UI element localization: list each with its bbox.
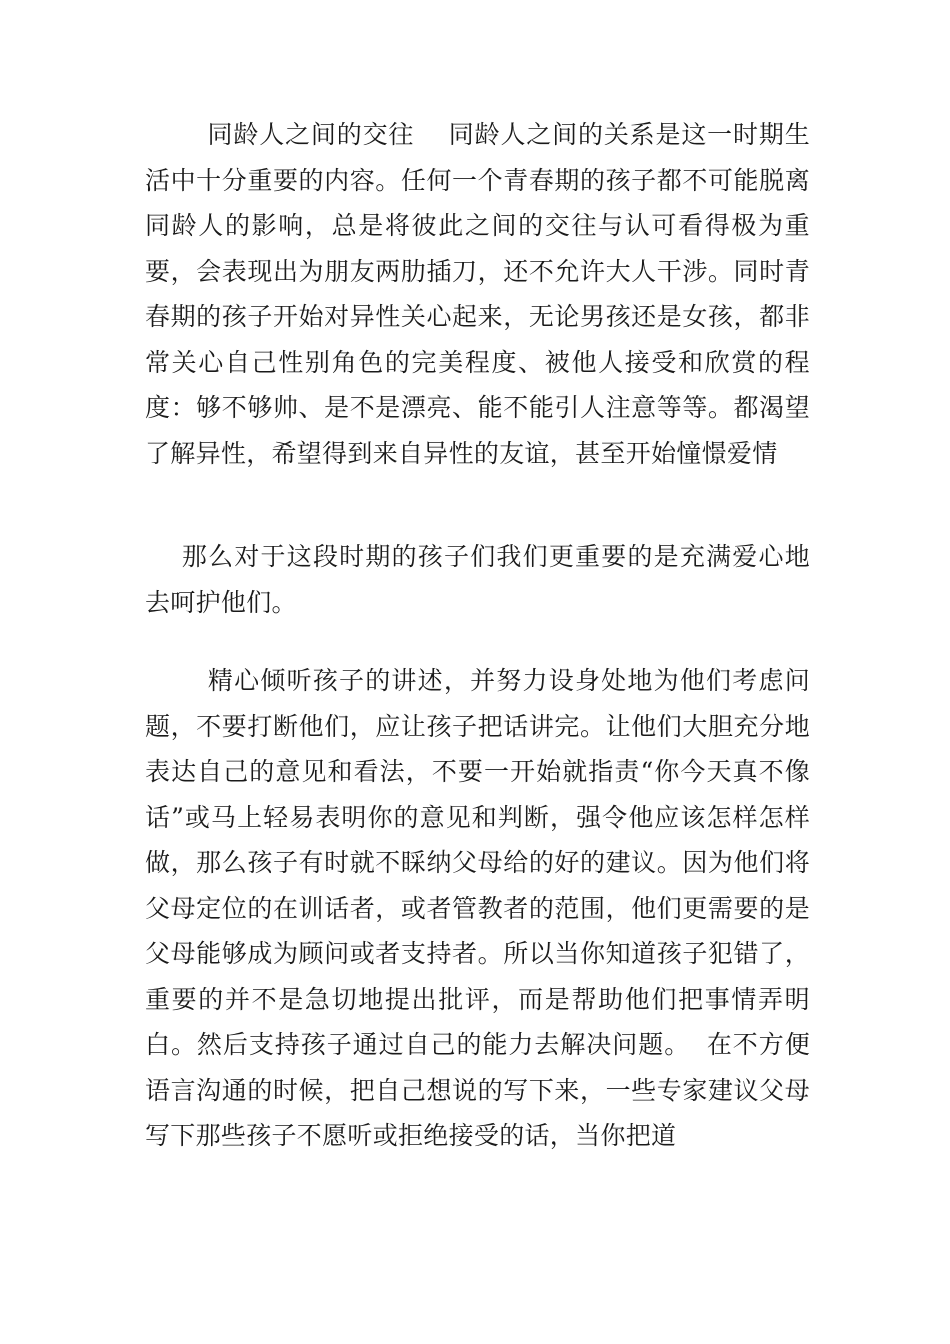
paragraph-peer-relations [145,112,810,476]
paragraph-listening [145,658,810,1159]
paragraph-text: 那么对于这段时期的孩子们我们更重要的是充满爱心地去呵护他们。 [145,542,810,617]
section-heading: 同龄人之间的交往 [207,120,415,149]
paragraph-text: 精心倾听孩子的讲述，并努力设身处地为他们考虑问题，不要打断他们，应让孩子把话讲完。让他们大胆充分地表达自己的意见和看法，不要一开始就指责“你今天真不像话”或马上轻易表明你的意见和判断，强令他应该怎样怎样做，那么孩子有时就不睬纳父母给的好的建议。因为他们将父母定位的在训话者，或者管教者的范围，他们更需要的是父母能够成为顾问或者支持者。所以当你知道孩子犯错了，重要的并不是急切地提出批评，而是帮助他们把事情弄明白。然后支持孩子通过自己的能力去解决问题。 [145,666,810,1059]
paragraph-continuation: 在不方便语言沟通的时候，把自己想说的写下来，一些专家建议父母写下那些孩子不愿听或拒绝接受的话，当你把道 [145,1030,810,1150]
paragraph-care [145,534,810,625]
paragraph-text: 同龄人之间的关系是这一时期生活中十分重要的内容。任何一个青春期的孩子都不可能脱离同龄人的影响，总是将彼此之间的交往与认可看得极为重要，会表现出为朋友两肋插刀，还不允许大人干涉。同时青春期的孩子开始对异性关心起来，无论男孩还是女孩，都非常关心自己性别角色的完美程度、被他人接受和欣赏的程度：够不够帅、是不是漂亮、能不能引人注意等等。都渴望了解异性，希望得到来自异性的友谊，甚至开始憧憬爱情 [145,120,810,468]
